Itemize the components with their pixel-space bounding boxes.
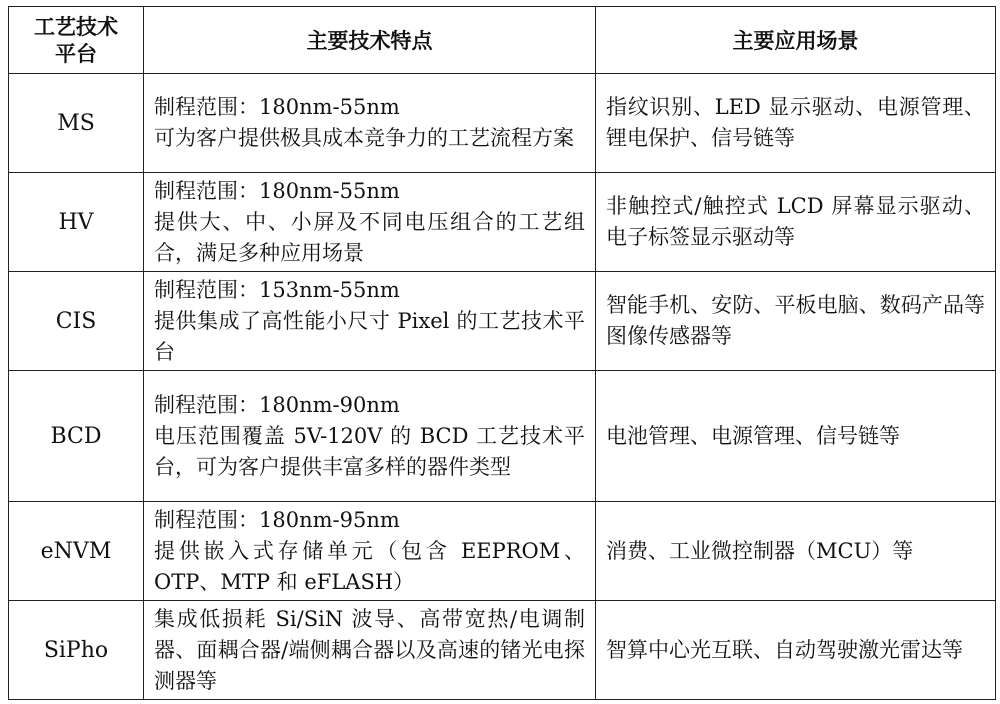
process-range: 制程范围：180nm-90nm xyxy=(154,392,400,417)
table-row-hv xyxy=(9,173,996,272)
feature-text: 集成低损耗 Si/SiN 波导、高带宽热/电调制器、面耦合器/端侧耦合器以及高速的锗光电探测器等 xyxy=(154,606,585,693)
header-platform-line2: 平台 xyxy=(55,41,97,66)
platform-cell: CIS xyxy=(9,272,144,371)
features-cell xyxy=(144,272,596,371)
platform-cell: SiPho xyxy=(9,601,144,700)
features-cell xyxy=(144,502,596,601)
features-cell xyxy=(144,173,596,272)
platform-cell: BCD xyxy=(9,371,144,502)
features-cell xyxy=(144,371,596,502)
table-row-ms xyxy=(9,74,996,173)
platform-cell: HV xyxy=(9,173,144,272)
table-row-sipho xyxy=(9,601,996,700)
feature-text: 电压范围覆盖 5V-120V 的 BCD 工艺技术平台，可为客户提供丰富多样的器件类型 xyxy=(154,423,585,479)
applications-cell: 非触控式/触控式 LCD 屏幕显示驱动、电子标签显示驱动等 xyxy=(596,173,996,272)
header-platform-line1: 工艺技术 xyxy=(34,14,118,39)
header-platform xyxy=(9,7,144,74)
applications-cell: 智算中心光互联、自动驾驶激光雷达等 xyxy=(596,601,996,700)
features-cell xyxy=(144,601,596,700)
platform-cell: MS xyxy=(9,74,144,173)
platform-cell: eNVM xyxy=(9,502,144,601)
feature-text: 提供嵌入式存储单元（包含 EEPROM、OTP、MTP 和 eFLASH） xyxy=(154,538,585,594)
table-row-envm xyxy=(9,502,996,601)
feature-text: 提供集成了高性能小尺寸 Pixel 的工艺技术平台 xyxy=(154,308,585,364)
header-row xyxy=(9,7,996,74)
header-applications: 主要应用场景 xyxy=(596,7,996,74)
applications-cell: 智能手机、安防、平板电脑、数码产品等图像传感器等 xyxy=(596,272,996,371)
table-row-bcd xyxy=(9,371,996,502)
applications-cell: 消费、工业微控制器（MCU）等 xyxy=(596,502,996,601)
process-range: 制程范围：153nm-55nm xyxy=(154,277,400,302)
feature-text: 提供大、中、小屏及不同电压组合的工艺组合，满足多种应用场景 xyxy=(154,209,585,265)
process-range: 制程范围：180nm-55nm xyxy=(154,95,400,119)
applications-cell: 电池管理、电源管理、信号链等 xyxy=(596,371,996,502)
process-platform-table xyxy=(8,6,996,700)
header-features: 主要技术特点 xyxy=(144,7,596,74)
table-row-cis xyxy=(9,272,996,371)
applications-cell: 指纹识别、LED 显示驱动、电源管理、锂电保护、信号链等 xyxy=(596,74,996,173)
feature-text: 可为客户提供极具成本竞争力的工艺流程方案 xyxy=(154,126,574,150)
process-range: 制程范围：180nm-55nm xyxy=(154,178,400,203)
process-range: 制程范围：180nm-95nm xyxy=(154,507,400,532)
features-cell xyxy=(144,74,596,173)
